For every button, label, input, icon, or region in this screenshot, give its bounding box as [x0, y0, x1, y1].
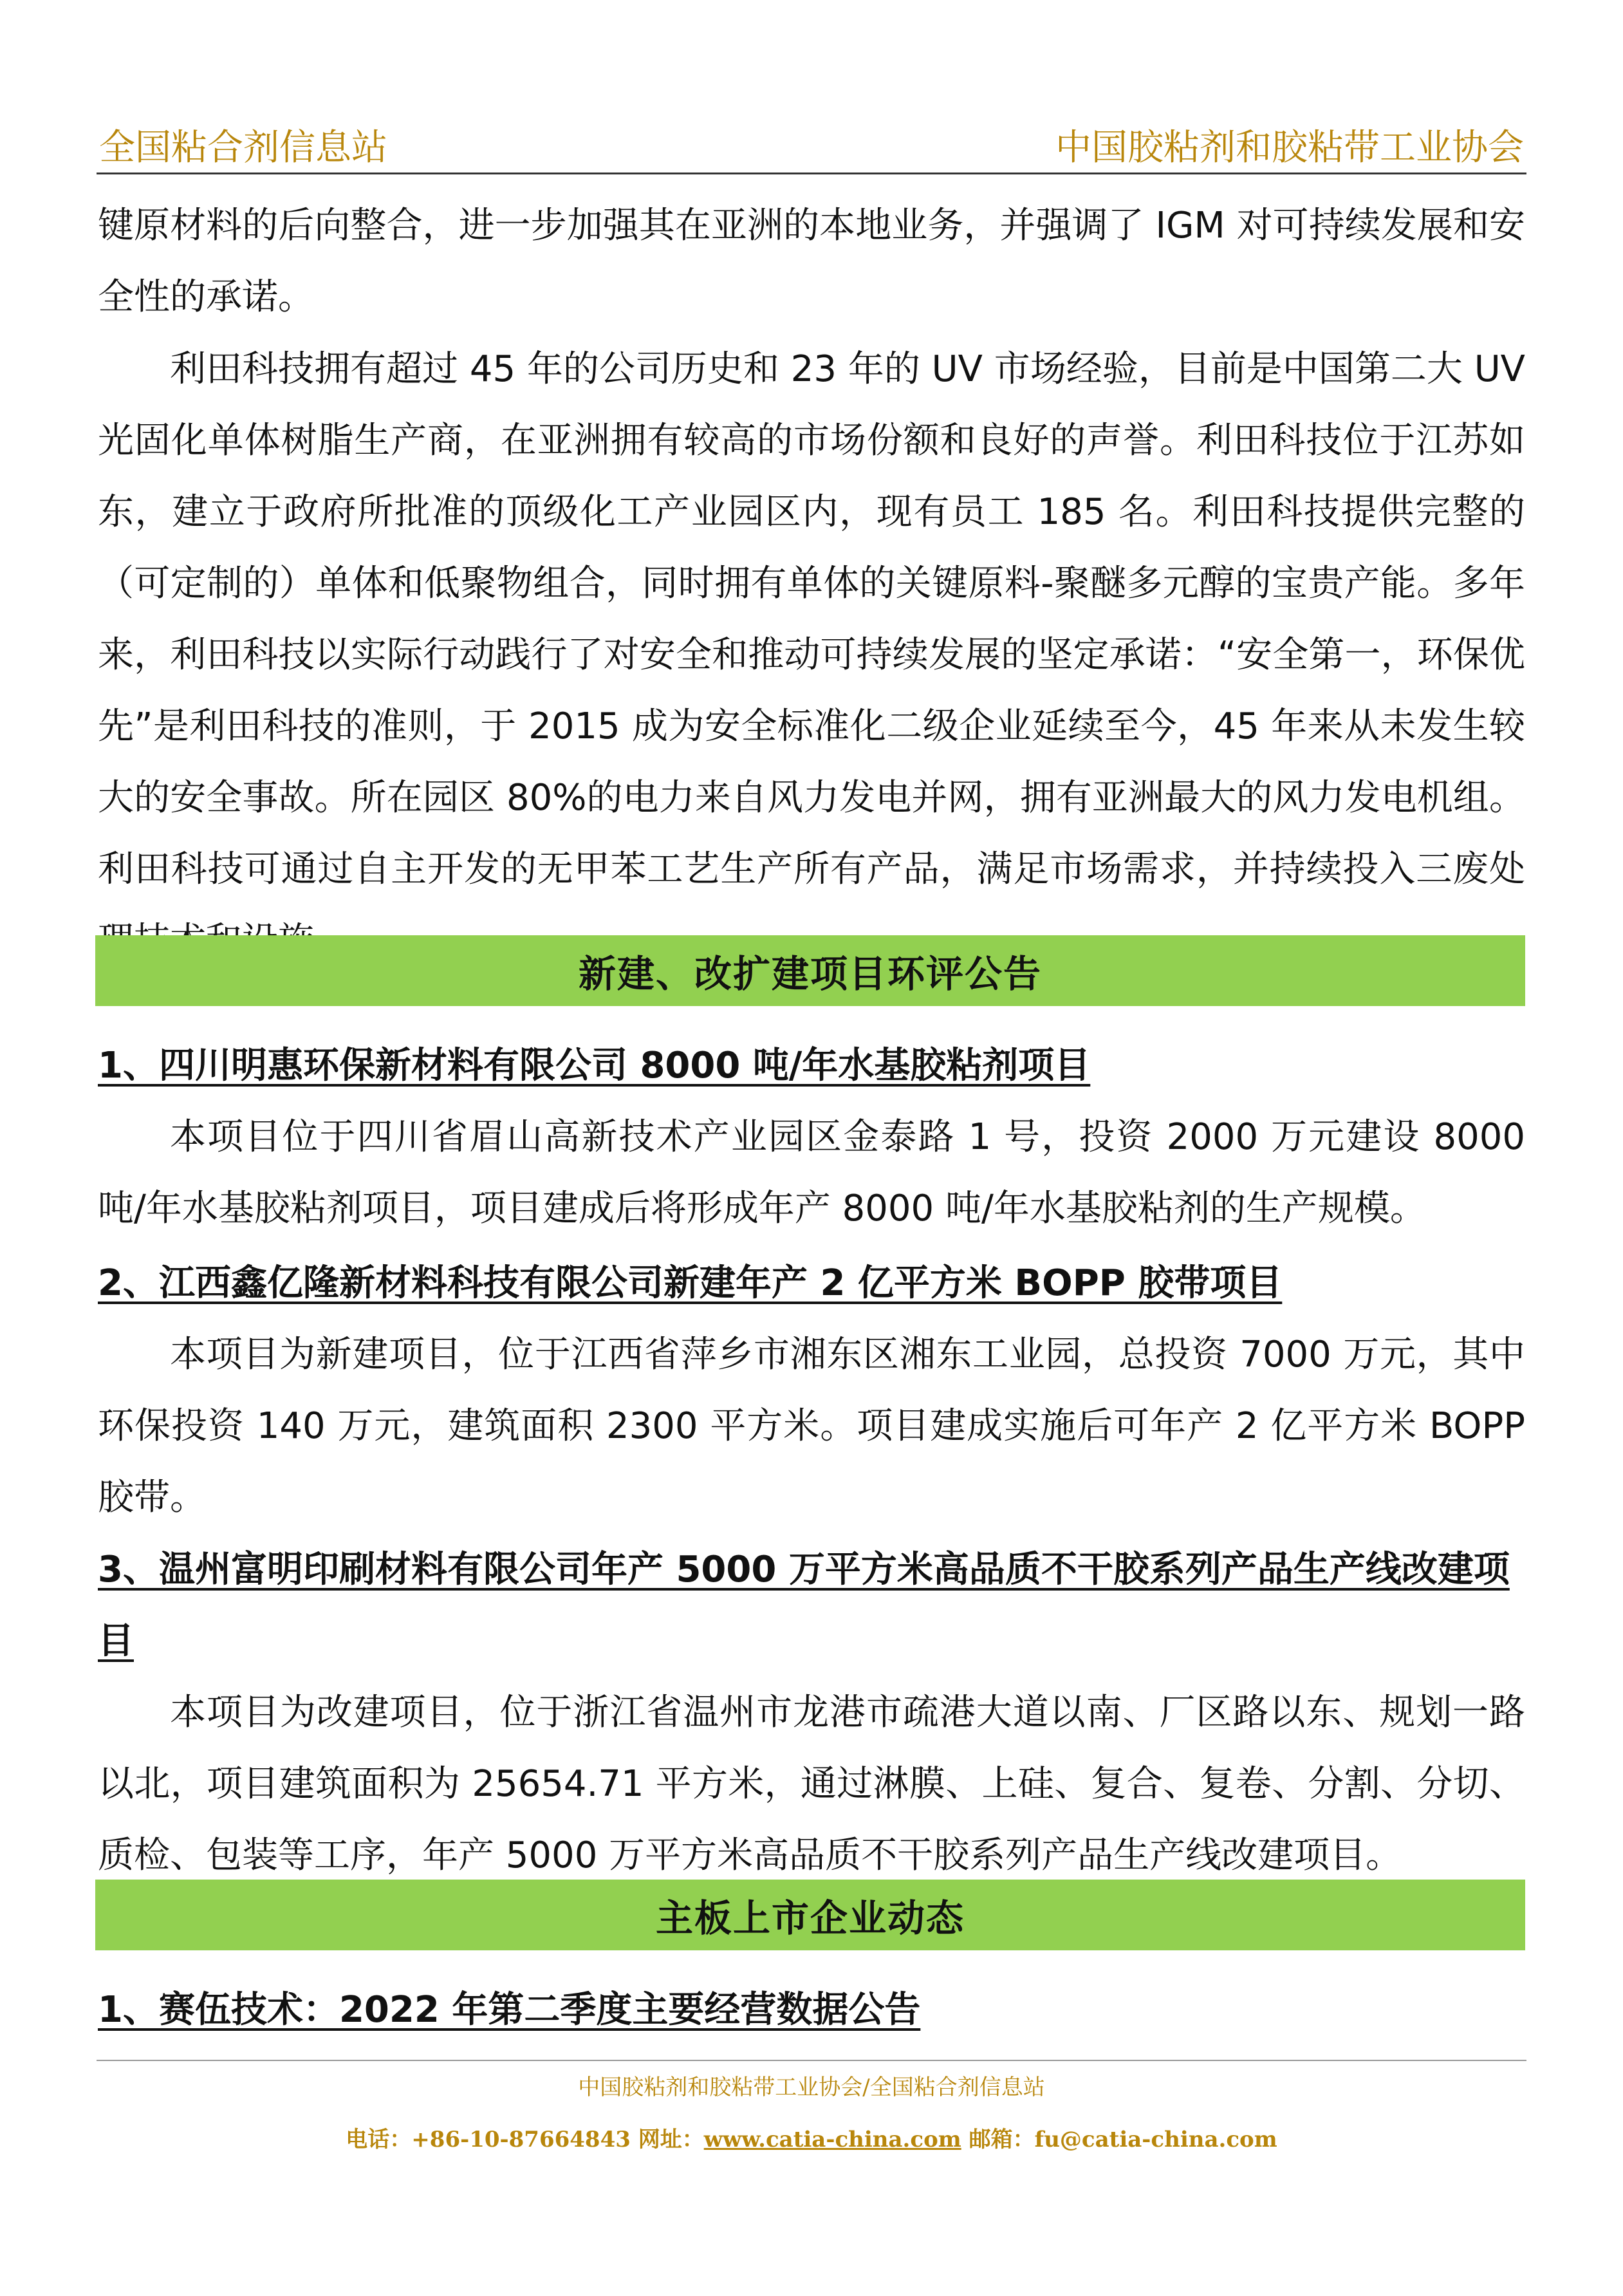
item-heading-text: 2、江西鑫亿隆新材料科技有限公司新建年产 2 亿平方米 BOPP 胶带项目 [98, 1262, 1283, 1304]
item-heading-2 [98, 1247, 1525, 1319]
section-banner-environmental [95, 935, 1525, 1006]
item-heading-1 [98, 1030, 1525, 1101]
item-heading-text: 3、温州富明印刷材料有限公司年产 5000 万平方米高品质不干胶系列产品生产线改建项目 [98, 1549, 1510, 1662]
footer-organization: 中国胶粘剂和胶粘带工业协会/全国粘合剂信息站 [578, 2075, 1045, 2100]
page-header [97, 115, 1526, 174]
item-body-1: 本项目位于四川省眉山高新技术产业园区金泰路 1 号，投资 2000 万元建设 8000 吨/年水基胶粘剂项目，项目建成后将形成年产 8000 吨/年水基胶粘剂的生产规模。 [98, 1116, 1525, 1229]
item-heading-listed-1 [98, 1974, 1525, 2046]
section-title: 主板上市企业动态 [655, 1896, 965, 1940]
footer-contact [0, 2122, 1623, 2153]
item-heading-text: 1、四川明惠环保新材料有限公司 8000 吨/年水基胶粘剂项目 [98, 1045, 1091, 1087]
header-association-name: 中国胶粘剂和胶粘带工业协会 [1055, 127, 1524, 169]
item-heading-3 [98, 1534, 1525, 1677]
paragraph-continuation: 键原材料的后向整合，进一步加强其在亚洲的本地业务，并强调了 IGM 对可持续发展和安全性的承诺。 [98, 205, 1525, 318]
footer-website-link[interactable]: www.catia-china.com [703, 2127, 961, 2152]
header-site-name: 全国粘合剂信息站 [99, 127, 387, 169]
footer-phone: 电话：+86-10-87664843 网址： [346, 2127, 704, 2152]
section-title: 新建、改扩建项目环评公告 [578, 952, 1042, 996]
footer-email: 邮箱：fu@catia-china.com [961, 2127, 1277, 2152]
item-heading-text: 1、赛伍技术：2022 年第二季度主要经营数据公告 [98, 1989, 921, 2031]
section-banner-listed-companies [95, 1880, 1525, 1950]
item-body-3: 本项目为改建项目，位于浙江省温州市龙港市疏港大道以南、厂区路以东、规划一路以北，项目建筑面积为 25654.71 平方米，通过淋膜、上硅、复合、复卷、分割、分切、质检、包装等工序，年产 5000 万平方米高品质不干胶系列产品生产线改建项目。 [98, 1692, 1525, 1876]
paragraph-company-intro: 利田科技拥有超过 45 年的公司历史和 23 年的 UV 市场经验，目前是中国第二大 UV 光固化单体树脂生产商，在亚洲拥有较高的市场份额和良好的声誉。利田科技位于江苏如东，建立于政府所批准的顶级化工产业园区内，现有员工 185 名。利田科技提供完整的（可定制的）单体和低聚物组合，同时拥有单体的关键原料-聚醚多元醇的宝贵产能。多年来，利田科技以实际行动践行了对安全和推动可持续发展的坚定承诺：“安全第一，环保优先”是利田科技的准则，于 2015 成为安全标准化二级企业延续至今，45 年来从未发生较大的安全事故。所在园区 80%的电力来自风力发电并网，拥有亚洲最大的风力发电机组。利田科技可通过自主开发的无甲苯工艺生产所有产品，满足市场需求，并持续投入三废处 [98, 348, 1525, 890]
item-body-2: 本项目为新建项目，位于江西省萍乡市湘东区湘东工业园，总投资 7000 万元，其中环保投资 140 万元，建筑面积 2300 平方米。项目建成实施后可年产 2 亿平方米 BOPP 胶带。 [98, 1334, 1526, 1518]
footer-divider [97, 2060, 1526, 2061]
